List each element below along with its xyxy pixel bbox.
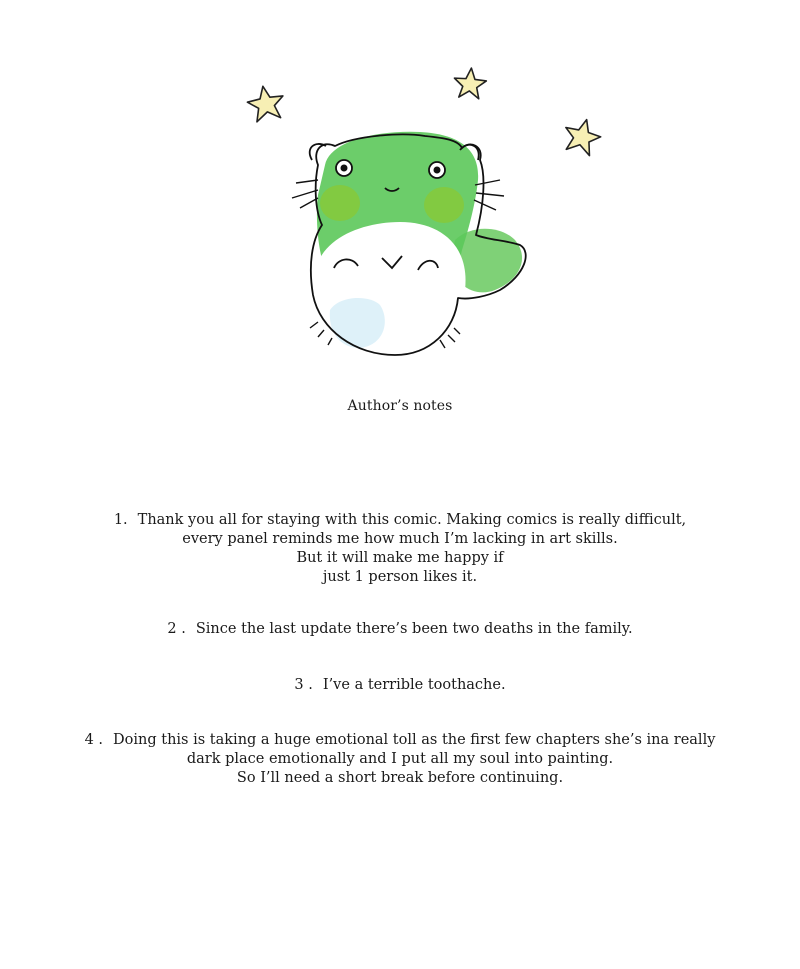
note-text: Since the last update there’s been two deaths in the family.	[195, 621, 633, 637]
note-text: Doing this is taking a huge emotional toll as the first few chapters she’s ina really	[113, 732, 716, 748]
star-icon	[245, 83, 286, 123]
note-number: 2 .	[167, 621, 186, 637]
note-item	[0, 511, 800, 587]
note-item	[0, 620, 800, 639]
note-number: 1.	[113, 512, 128, 528]
note-item	[0, 676, 800, 695]
eye-icon	[429, 162, 445, 178]
star-icon	[560, 115, 604, 157]
note-number: 4 .	[84, 732, 104, 748]
note-number: 3 .	[294, 677, 313, 693]
note-line: just 1 person likes it.	[322, 569, 478, 585]
eye-icon	[336, 160, 352, 176]
note-line: dark place emotionally and I put all my soul into painting.	[186, 751, 614, 767]
note-line: every panel reminds me how much I’m lacking in art skills.	[182, 531, 618, 547]
page-title: Author’s notes	[347, 398, 453, 414]
note-line	[0, 676, 800, 695]
note-line: But it will make me happy if	[296, 550, 504, 566]
star-icon	[453, 67, 487, 100]
note-text: Thank you all for staying with this comic. Making comics is really difficult,	[137, 512, 687, 528]
note-text: I’ve a terrible toothache.	[322, 677, 506, 693]
note-line	[0, 620, 800, 639]
note-item	[0, 731, 800, 788]
note-line	[0, 511, 800, 530]
hamster-creature-illustration	[0, 0, 800, 380]
note-line	[0, 731, 800, 750]
note-line: So I’ll need a short break before continuing.	[236, 770, 564, 786]
